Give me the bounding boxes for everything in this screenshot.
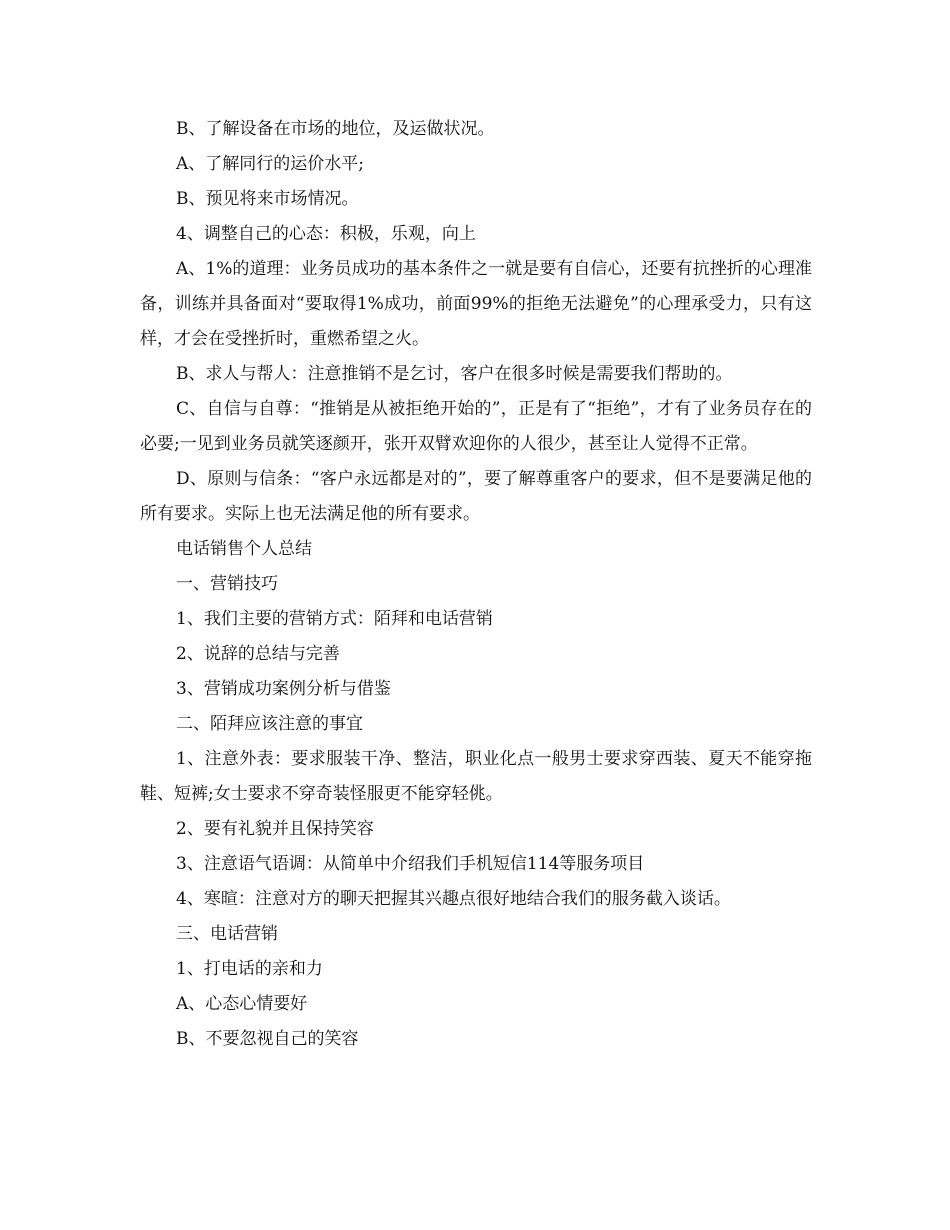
paragraph: 2、说辞的总结与完善: [176, 644, 340, 664]
paragraph: 3、营销成功案例分析与借鉴: [176, 679, 391, 699]
paragraph: B、了解设备在市场的地位，及运做状况。: [176, 119, 495, 139]
heading: 三、电话营销: [176, 924, 278, 944]
paragraph: A、心态心情要好: [176, 994, 308, 1014]
paragraph: 3、注意语气语调：从简单中介绍我们手机短信114等服务项目: [176, 854, 645, 874]
paragraph: 2、要有礼貌并且保持笑容: [176, 819, 374, 839]
paragraph: B、不要忽视自己的笑容: [176, 1029, 359, 1049]
paragraph: B、预见将来市场情况。: [176, 189, 359, 209]
paragraph: D、原则与信条：“客户永远都是对的”，要了解尊重客户的要求，但不是要满足他的所有要求。实际上也无法满足他的所有要求。: [140, 469, 812, 524]
paragraph: A、了解同行的运价水平;: [176, 154, 365, 174]
section-title: 电话销售个人总结: [176, 539, 312, 559]
paragraph: B、求人与帮人：注意推销不是乞讨，客户在很多时候是需要我们帮助的。: [176, 364, 733, 384]
paragraph: 1、注意外表：要求服装干净、整洁，职业化点一般男士要求穿西装、夏天不能穿拖鞋、短裤;女士要求不穿奇装怪服更不能穿轻佻。: [140, 749, 812, 804]
heading: 一、营销技巧: [176, 574, 278, 594]
paragraph: 4、调整自己的心态：积极，乐观，向上: [176, 224, 476, 244]
paragraph: 1、打电话的亲和力: [176, 959, 323, 979]
document-body: [140, 112, 812, 1057]
heading: 二、陌拜应该注意的事宜: [176, 714, 363, 734]
paragraph: C、自信与自尊：“推销是从被拒绝开始的”，正是有了“拒绝”，才有了业务员存在的必要;一见到业务员就笑逐颜开，张开双臂欢迎你的人很少，甚至让人觉得不正常。: [140, 399, 812, 454]
paragraph: 4、寒暄：注意对方的聊天把握其兴趣点很好地结合我们的服务截入谈话。: [176, 889, 731, 909]
paragraph: 1、我们主要的营销方式：陌拜和电话营销: [176, 609, 493, 629]
paragraph: A、1%的道理：业务员成功的基本条件之一就是要有自信心，还要有抗挫折的心理准备，训练并具备面对“要取得1%成功，前面99%的拒绝无法避免”的心理承受力，只有这样，才会在受挫折时，重燃希望之火。: [140, 259, 812, 349]
